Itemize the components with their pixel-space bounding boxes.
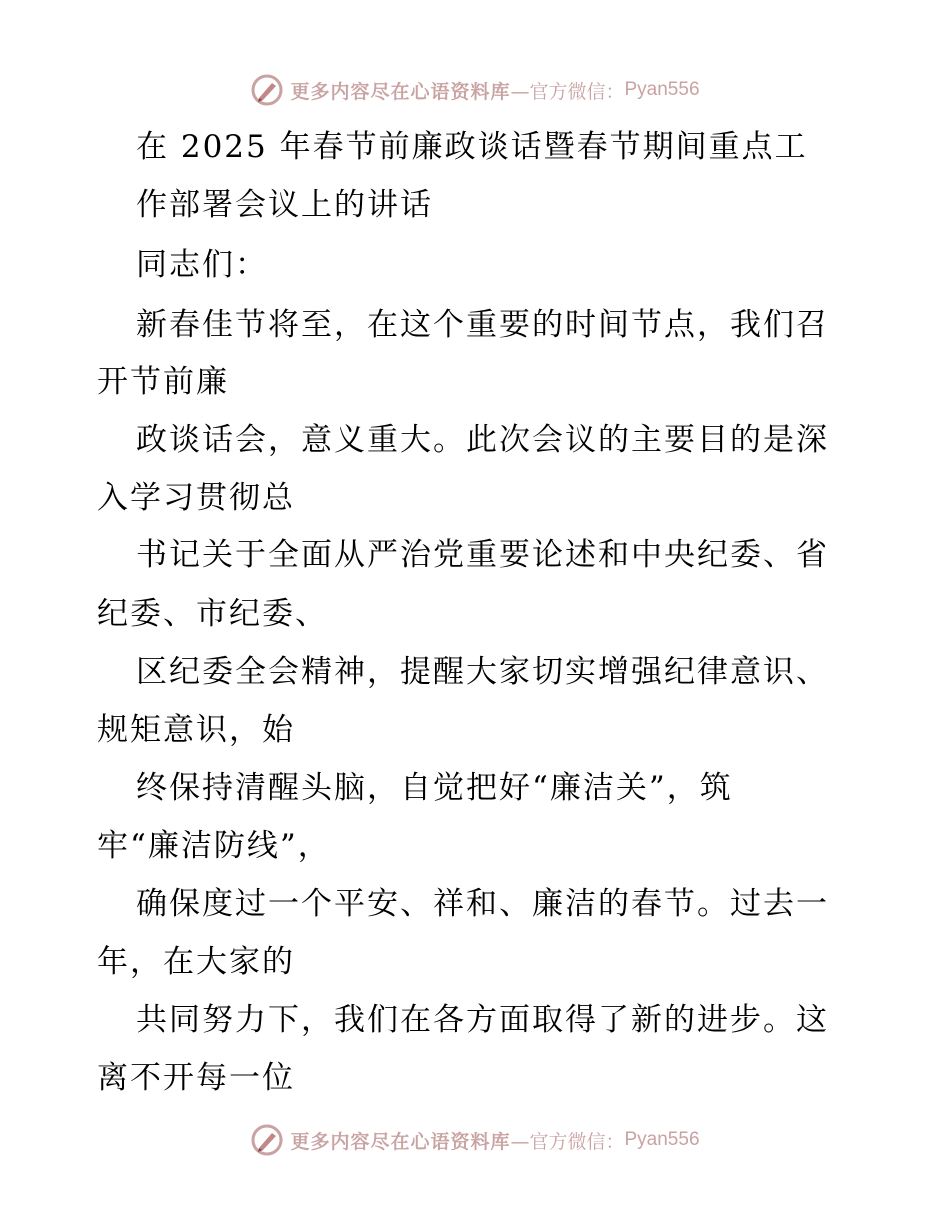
body-line: 确保度过一个平安、祥和、廉洁的春节。过去一 <box>136 886 829 922</box>
body-line: 书记关于全面从严治党重要论述和中央纪委、省 <box>136 537 829 573</box>
pen-logo-icon <box>250 1123 284 1157</box>
title-line-2: 作部署会议上的讲话 <box>136 187 433 223</box>
banner-sub-text: —官方微信： <box>510 1130 625 1153</box>
banner-wechat-id: Pyan556 <box>624 1129 700 1150</box>
body-line: 开节前廉 <box>97 364 229 400</box>
body-line: 新春佳节将至，在这个重要的时间节点，我们召 <box>136 307 829 343</box>
banner-sub-text: —官方微信： <box>510 80 625 103</box>
banner-wechat-id: Pyan556 <box>624 79 700 100</box>
title-line-1: 在 2025 年春节前廉政谈话暨春节期间重点工 <box>136 129 808 165</box>
body-line: 年，在大家的 <box>97 944 295 980</box>
body-line: 终保持清醒头脑，自觉把好“廉洁关”，筑 <box>136 770 733 806</box>
body-line: 共同努力下，我们在各方面取得了新的进步。这 <box>136 1002 829 1038</box>
header-watermark-banner <box>0 70 950 110</box>
body-line: 政谈话会，意义重大。此次会议的主要目的是深 <box>136 422 829 458</box>
body-line: 规矩意识，始 <box>97 712 295 748</box>
body-line: 牢“廉洁防线”， <box>97 828 331 864</box>
body-line: 离不开每一位 <box>97 1060 295 1096</box>
banner-main-text: 更多内容尽在心语资料库 <box>290 80 511 103</box>
banner-main-text: 更多内容尽在心语资料库 <box>290 1130 511 1153</box>
salutation: 同志们： <box>136 247 268 283</box>
footer-watermark-banner <box>0 1120 950 1160</box>
pen-logo-icon <box>250 73 284 107</box>
body-line: 入学习贯彻总 <box>97 480 295 516</box>
body-line: 区纪委全会精神，提醒大家切实增强纪律意识、 <box>136 654 829 690</box>
body-line: 纪委、市纪委、 <box>97 596 328 632</box>
